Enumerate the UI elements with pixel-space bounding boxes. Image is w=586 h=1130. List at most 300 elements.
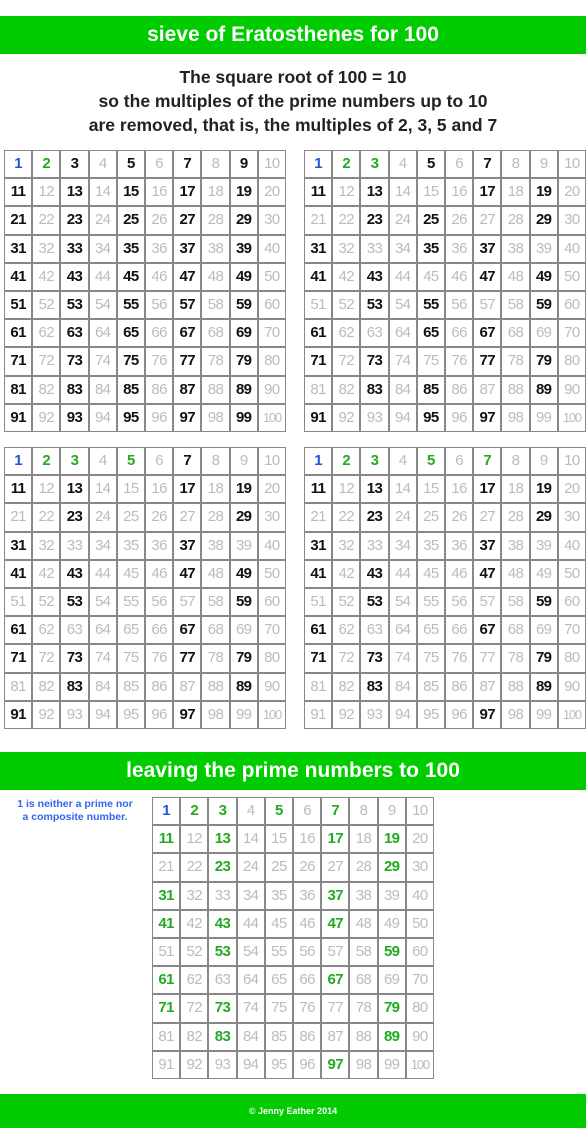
number-cell-80-removed: 80 xyxy=(558,347,586,375)
number-cell-96-removed: 96 xyxy=(445,404,473,432)
number-cell-82-removed: 82 xyxy=(332,376,360,404)
number-cell-28-removed: 28 xyxy=(349,853,377,881)
number-cell-10-removed: 10 xyxy=(258,447,286,475)
number-cell-65-removed: 65 xyxy=(117,616,145,644)
number-cell-94-removed: 94 xyxy=(389,404,417,432)
number-cell-5-prime: 5 xyxy=(417,447,445,475)
number-cell-20-removed: 20 xyxy=(558,178,586,206)
number-cell-7-prime: 7 xyxy=(321,797,349,825)
number-cell-4-removed: 4 xyxy=(389,150,417,178)
number-cell-56-removed: 56 xyxy=(445,291,473,319)
number-cell-44-removed: 44 xyxy=(389,263,417,291)
number-cell-15-removed: 15 xyxy=(265,825,293,853)
number-cell-4-removed: 4 xyxy=(389,447,417,475)
number-cell-70-removed: 70 xyxy=(258,319,286,347)
number-cell-70-removed: 70 xyxy=(406,966,434,994)
number-cell-65-removed: 65 xyxy=(417,616,445,644)
number-cell-20-removed: 20 xyxy=(558,475,586,503)
prime-numbers-grid xyxy=(152,797,434,1079)
number-cell-19-remaining: 19 xyxy=(230,475,258,503)
number-cell-19-remaining: 19 xyxy=(230,178,258,206)
number-cell-86-removed: 86 xyxy=(293,1023,321,1051)
number-cell-30-removed: 30 xyxy=(406,853,434,881)
number-cell-64-removed: 64 xyxy=(237,966,265,994)
number-cell-27-removed: 27 xyxy=(173,503,201,531)
number-cell-17-prime: 17 xyxy=(321,825,349,853)
number-cell-34-removed: 34 xyxy=(237,882,265,910)
number-cell-3-prime: 3 xyxy=(360,150,388,178)
number-cell-67-remaining: 67 xyxy=(473,319,501,347)
title-banner: sieve of Eratosthenes for 100 xyxy=(0,16,586,54)
number-cell-92-removed: 92 xyxy=(180,1051,208,1079)
number-cell-6-removed: 6 xyxy=(293,797,321,825)
number-cell-37-remaining: 37 xyxy=(473,532,501,560)
number-cell-89-remaining: 89 xyxy=(530,673,558,701)
number-cell-63-removed: 63 xyxy=(360,319,388,347)
number-cell-10-removed: 10 xyxy=(258,150,286,178)
number-cell-83-remaining: 83 xyxy=(60,673,88,701)
number-cell-6-removed: 6 xyxy=(145,447,173,475)
number-cell-76-removed: 76 xyxy=(293,994,321,1022)
number-cell-73-remaining: 73 xyxy=(360,644,388,672)
number-cell-46-removed: 46 xyxy=(293,910,321,938)
number-cell-7-remaining: 7 xyxy=(473,150,501,178)
number-cell-51-remaining: 51 xyxy=(4,291,32,319)
number-cell-13-remaining: 13 xyxy=(60,475,88,503)
number-cell-7-remaining: 7 xyxy=(173,150,201,178)
number-cell-7-prime: 7 xyxy=(473,447,501,475)
number-cell-35-removed: 35 xyxy=(417,532,445,560)
number-cell-19-remaining: 19 xyxy=(530,178,558,206)
number-cell-38-removed: 38 xyxy=(349,882,377,910)
number-cell-24-removed: 24 xyxy=(89,206,117,234)
number-cell-68-removed: 68 xyxy=(349,966,377,994)
number-cell-50-removed: 50 xyxy=(558,263,586,291)
number-cell-18-removed: 18 xyxy=(501,178,529,206)
number-cell-95-removed: 95 xyxy=(117,701,145,729)
number-cell-39-removed: 39 xyxy=(530,235,558,263)
number-cell-81-removed: 81 xyxy=(152,1023,180,1051)
number-cell-50-removed: 50 xyxy=(406,910,434,938)
number-cell-80-removed: 80 xyxy=(258,644,286,672)
number-cell-31-remaining: 31 xyxy=(4,235,32,263)
number-cell-42-removed: 42 xyxy=(32,263,60,291)
number-cell-66-removed: 66 xyxy=(445,616,473,644)
number-cell-90-removed: 90 xyxy=(258,376,286,404)
number-cell-47-remaining: 47 xyxy=(173,560,201,588)
number-cell-8-removed: 8 xyxy=(349,797,377,825)
number-cell-94-removed: 94 xyxy=(89,404,117,432)
number-cell-56-removed: 56 xyxy=(293,938,321,966)
number-cell-60-removed: 60 xyxy=(258,588,286,616)
number-cell-55-removed: 55 xyxy=(417,588,445,616)
number-cell-78-removed: 78 xyxy=(349,994,377,1022)
number-cell-16-removed: 16 xyxy=(445,475,473,503)
number-cell-48-removed: 48 xyxy=(201,263,229,291)
number-cell-71-remaining: 71 xyxy=(304,644,332,672)
copyright-footer: © Jenny Eather 2014 xyxy=(0,1094,586,1128)
number-cell-15-removed: 15 xyxy=(417,178,445,206)
number-cell-87-removed: 87 xyxy=(473,376,501,404)
number-cell-47-remaining: 47 xyxy=(473,560,501,588)
number-cell-38-removed: 38 xyxy=(201,532,229,560)
number-cell-90-removed: 90 xyxy=(558,376,586,404)
number-cell-93-remaining: 93 xyxy=(60,404,88,432)
number-cell-33-remaining: 33 xyxy=(60,235,88,263)
number-cell-97-remaining: 97 xyxy=(173,701,201,729)
number-cell-42-removed: 42 xyxy=(332,560,360,588)
number-cell-95-remaining: 95 xyxy=(417,404,445,432)
number-cell-4-removed: 4 xyxy=(89,447,117,475)
number-cell-9-removed: 9 xyxy=(230,447,258,475)
number-cell-41-remaining: 41 xyxy=(304,263,332,291)
number-cell-78-removed: 78 xyxy=(501,347,529,375)
number-cell-80-removed: 80 xyxy=(406,994,434,1022)
number-cell-87-removed: 87 xyxy=(473,673,501,701)
number-cell-49-remaining: 49 xyxy=(230,263,258,291)
number-cell-98-removed: 98 xyxy=(349,1051,377,1079)
number-cell-42-removed: 42 xyxy=(180,910,208,938)
number-cell-3-remaining: 3 xyxy=(60,150,88,178)
number-cell-69-removed: 69 xyxy=(530,616,558,644)
number-cell-15-remaining: 15 xyxy=(117,178,145,206)
number-cell-21-removed: 21 xyxy=(304,503,332,531)
number-cell-53-prime: 53 xyxy=(208,938,236,966)
number-cell-94-removed: 94 xyxy=(89,701,117,729)
number-cell-96-removed: 96 xyxy=(145,404,173,432)
number-cell-99-removed: 99 xyxy=(530,404,558,432)
number-cell-41-remaining: 41 xyxy=(304,560,332,588)
number-cell-83-remaining: 83 xyxy=(60,376,88,404)
number-cell-35-remaining: 35 xyxy=(117,235,145,263)
number-cell-8-removed: 8 xyxy=(201,447,229,475)
number-cell-6-removed: 6 xyxy=(445,447,473,475)
number-cell-47-remaining: 47 xyxy=(473,263,501,291)
number-cell-29-remaining: 29 xyxy=(230,503,258,531)
number-cell-74-removed: 74 xyxy=(89,644,117,672)
number-cell-13-remaining: 13 xyxy=(360,475,388,503)
number-cell-92-removed: 92 xyxy=(32,701,60,729)
number-cell-27-remaining: 27 xyxy=(173,206,201,234)
number-cell-11-remaining: 11 xyxy=(304,178,332,206)
number-cell-31-remaining: 31 xyxy=(304,532,332,560)
number-cell-84-removed: 84 xyxy=(389,673,417,701)
number-cell-100-removed: 100 xyxy=(258,404,286,432)
sieve-grid-multiples-of-5 xyxy=(4,447,286,729)
number-cell-65-removed: 65 xyxy=(265,966,293,994)
number-cell-24-removed: 24 xyxy=(89,503,117,531)
number-cell-85-remaining: 85 xyxy=(417,376,445,404)
number-cell-54-removed: 54 xyxy=(237,938,265,966)
number-cell-35-removed: 35 xyxy=(265,882,293,910)
number-cell-85-remaining: 85 xyxy=(117,376,145,404)
number-cell-5-remaining: 5 xyxy=(417,150,445,178)
number-cell-45-removed: 45 xyxy=(117,560,145,588)
number-cell-23-remaining: 23 xyxy=(360,206,388,234)
number-cell-11-prime: 11 xyxy=(152,825,180,853)
number-cell-91-remaining: 91 xyxy=(4,701,32,729)
number-cell-21-removed: 21 xyxy=(152,853,180,881)
number-cell-32-removed: 32 xyxy=(32,532,60,560)
number-cell-52-removed: 52 xyxy=(32,588,60,616)
number-cell-4-removed: 4 xyxy=(237,797,265,825)
number-cell-23-prime: 23 xyxy=(208,853,236,881)
number-cell-31-remaining: 31 xyxy=(304,235,332,263)
number-cell-51-removed: 51 xyxy=(304,588,332,616)
number-cell-70-removed: 70 xyxy=(558,319,586,347)
number-cell-27-removed: 27 xyxy=(321,853,349,881)
number-cell-51-removed: 51 xyxy=(152,938,180,966)
number-cell-28-removed: 28 xyxy=(501,206,529,234)
number-cell-80-removed: 80 xyxy=(258,347,286,375)
number-cell-14-removed: 14 xyxy=(237,825,265,853)
number-cell-88-removed: 88 xyxy=(501,376,529,404)
number-cell-65-remaining: 65 xyxy=(417,319,445,347)
number-cell-48-removed: 48 xyxy=(349,910,377,938)
number-cell-98-removed: 98 xyxy=(201,404,229,432)
number-cell-40-removed: 40 xyxy=(406,882,434,910)
number-cell-91-remaining: 91 xyxy=(304,404,332,432)
number-cell-99-removed: 99 xyxy=(378,1051,406,1079)
number-cell-77-removed: 77 xyxy=(473,644,501,672)
number-cell-22-removed: 22 xyxy=(332,206,360,234)
number-cell-61-remaining: 61 xyxy=(304,319,332,347)
number-cell-72-removed: 72 xyxy=(32,644,60,672)
number-cell-98-removed: 98 xyxy=(201,701,229,729)
number-cell-74-removed: 74 xyxy=(389,347,417,375)
number-cell-53-remaining: 53 xyxy=(360,588,388,616)
number-cell-82-removed: 82 xyxy=(180,1023,208,1051)
number-cell-59-remaining: 59 xyxy=(530,291,558,319)
number-cell-69-removed: 69 xyxy=(378,966,406,994)
number-cell-26-removed: 26 xyxy=(445,503,473,531)
number-cell-22-removed: 22 xyxy=(32,503,60,531)
number-cell-86-removed: 86 xyxy=(145,376,173,404)
number-cell-75-remaining: 75 xyxy=(117,347,145,375)
number-cell-98-removed: 98 xyxy=(501,701,529,729)
number-cell-14-removed: 14 xyxy=(89,475,117,503)
number-cell-25-removed: 25 xyxy=(117,503,145,531)
number-cell-22-removed: 22 xyxy=(32,206,60,234)
number-cell-93-removed: 93 xyxy=(360,701,388,729)
number-cell-11-remaining: 11 xyxy=(304,475,332,503)
number-cell-96-removed: 96 xyxy=(293,1051,321,1079)
number-cell-9-removed: 9 xyxy=(378,797,406,825)
number-cell-30-removed: 30 xyxy=(558,503,586,531)
number-cell-40-removed: 40 xyxy=(258,532,286,560)
number-cell-2-prime: 2 xyxy=(332,447,360,475)
number-cell-56-removed: 56 xyxy=(445,588,473,616)
number-cell-79-prime: 79 xyxy=(378,994,406,1022)
number-cell-18-removed: 18 xyxy=(201,475,229,503)
number-cell-94-removed: 94 xyxy=(237,1051,265,1079)
number-cell-42-removed: 42 xyxy=(32,560,60,588)
number-cell-41-remaining: 41 xyxy=(4,263,32,291)
number-cell-3-prime: 3 xyxy=(60,447,88,475)
number-cell-82-removed: 82 xyxy=(32,376,60,404)
number-cell-77-remaining: 77 xyxy=(473,347,501,375)
number-cell-57-remaining: 57 xyxy=(173,291,201,319)
number-cell-67-remaining: 67 xyxy=(173,319,201,347)
number-cell-63-remaining: 63 xyxy=(60,319,88,347)
number-cell-51-removed: 51 xyxy=(304,291,332,319)
number-cell-45-remaining: 45 xyxy=(117,263,145,291)
number-cell-64-removed: 64 xyxy=(389,319,417,347)
number-cell-9-remaining: 9 xyxy=(230,150,258,178)
number-cell-60-removed: 60 xyxy=(558,588,586,616)
number-cell-99-removed: 99 xyxy=(230,701,258,729)
number-cell-82-removed: 82 xyxy=(32,673,60,701)
number-cell-86-removed: 86 xyxy=(145,673,173,701)
number-cell-82-removed: 82 xyxy=(332,673,360,701)
number-cell-38-removed: 38 xyxy=(201,235,229,263)
number-cell-40-removed: 40 xyxy=(558,532,586,560)
number-cell-54-removed: 54 xyxy=(389,291,417,319)
number-cell-72-removed: 72 xyxy=(32,347,60,375)
number-cell-88-removed: 88 xyxy=(201,376,229,404)
number-cell-52-removed: 52 xyxy=(180,938,208,966)
number-cell-72-removed: 72 xyxy=(332,644,360,672)
number-cell-21-removed: 21 xyxy=(304,206,332,234)
number-cell-10-removed: 10 xyxy=(406,797,434,825)
number-cell-45-removed: 45 xyxy=(417,560,445,588)
number-cell-9-removed: 9 xyxy=(530,447,558,475)
number-cell-24-removed: 24 xyxy=(389,503,417,531)
number-cell-94-removed: 94 xyxy=(389,701,417,729)
number-cell-18-removed: 18 xyxy=(201,178,229,206)
number-cell-60-removed: 60 xyxy=(406,938,434,966)
sieve-grid-multiples-of-3 xyxy=(304,150,586,432)
number-cell-2-prime: 2 xyxy=(32,150,60,178)
number-cell-93-removed: 93 xyxy=(60,701,88,729)
number-cell-65-remaining: 65 xyxy=(117,319,145,347)
number-cell-17-remaining: 17 xyxy=(173,178,201,206)
number-cell-85-removed: 85 xyxy=(265,1023,293,1051)
number-cell-66-removed: 66 xyxy=(145,319,173,347)
number-cell-11-remaining: 11 xyxy=(4,475,32,503)
number-cell-93-removed: 93 xyxy=(360,404,388,432)
number-cell-95-removed: 95 xyxy=(417,701,445,729)
number-cell-87-removed: 87 xyxy=(321,1023,349,1051)
number-cell-72-removed: 72 xyxy=(332,347,360,375)
number-cell-71-remaining: 71 xyxy=(304,347,332,375)
number-cell-46-removed: 46 xyxy=(445,560,473,588)
number-cell-76-removed: 76 xyxy=(445,644,473,672)
number-cell-31-prime: 31 xyxy=(152,882,180,910)
number-cell-80-removed: 80 xyxy=(558,644,586,672)
number-cell-30-removed: 30 xyxy=(258,206,286,234)
sieve-grid-multiples-of-2 xyxy=(4,150,286,432)
number-cell-68-removed: 68 xyxy=(501,319,529,347)
number-cell-97-remaining: 97 xyxy=(173,404,201,432)
number-cell-79-remaining: 79 xyxy=(530,644,558,672)
number-cell-84-removed: 84 xyxy=(389,376,417,404)
number-cell-73-remaining: 73 xyxy=(60,347,88,375)
number-cell-50-removed: 50 xyxy=(258,560,286,588)
number-cell-69-removed: 69 xyxy=(530,319,558,347)
number-cell-46-removed: 46 xyxy=(145,263,173,291)
number-cell-43-remaining: 43 xyxy=(360,560,388,588)
number-cell-78-removed: 78 xyxy=(201,347,229,375)
number-cell-14-removed: 14 xyxy=(389,178,417,206)
number-cell-16-removed: 16 xyxy=(293,825,321,853)
number-cell-43-remaining: 43 xyxy=(360,263,388,291)
number-cell-49-removed: 49 xyxy=(530,560,558,588)
number-cell-74-removed: 74 xyxy=(389,644,417,672)
number-cell-62-removed: 62 xyxy=(332,616,360,644)
number-cell-100-removed: 100 xyxy=(406,1051,434,1079)
number-cell-37-remaining: 37 xyxy=(173,235,201,263)
number-cell-84-removed: 84 xyxy=(89,673,117,701)
number-cell-99-removed: 99 xyxy=(530,701,558,729)
number-cell-3-prime: 3 xyxy=(208,797,236,825)
number-cell-18-removed: 18 xyxy=(349,825,377,853)
number-cell-57-removed: 57 xyxy=(473,588,501,616)
number-cell-5-remaining: 5 xyxy=(117,150,145,178)
number-cell-25-removed: 25 xyxy=(265,853,293,881)
number-cell-20-removed: 20 xyxy=(406,825,434,853)
number-cell-95-removed: 95 xyxy=(265,1051,293,1079)
number-cell-2-prime: 2 xyxy=(332,150,360,178)
number-cell-56-removed: 56 xyxy=(145,291,173,319)
number-cell-91-remaining: 91 xyxy=(4,404,32,432)
number-cell-17-remaining: 17 xyxy=(473,475,501,503)
number-cell-75-removed: 75 xyxy=(265,994,293,1022)
number-cell-91-removed: 91 xyxy=(304,701,332,729)
number-cell-9-removed: 9 xyxy=(530,150,558,178)
number-cell-24-removed: 24 xyxy=(237,853,265,881)
number-cell-44-removed: 44 xyxy=(237,910,265,938)
number-cell-42-removed: 42 xyxy=(332,263,360,291)
number-cell-81-removed: 81 xyxy=(304,673,332,701)
number-cell-32-removed: 32 xyxy=(180,882,208,910)
number-cell-19-remaining: 19 xyxy=(530,475,558,503)
number-cell-66-removed: 66 xyxy=(445,319,473,347)
number-cell-74-removed: 74 xyxy=(89,347,117,375)
number-cell-41-prime: 41 xyxy=(152,910,180,938)
number-cell-40-removed: 40 xyxy=(558,235,586,263)
number-cell-93-removed: 93 xyxy=(208,1051,236,1079)
number-cell-68-removed: 68 xyxy=(201,616,229,644)
number-cell-52-removed: 52 xyxy=(332,291,360,319)
number-cell-75-removed: 75 xyxy=(117,644,145,672)
number-cell-54-removed: 54 xyxy=(89,291,117,319)
number-cell-92-removed: 92 xyxy=(32,404,60,432)
number-cell-69-remaining: 69 xyxy=(230,319,258,347)
number-cell-74-removed: 74 xyxy=(237,994,265,1022)
number-cell-71-remaining: 71 xyxy=(4,644,32,672)
number-cell-29-prime: 29 xyxy=(378,853,406,881)
intro-line-1: The square root of 100 = 10 xyxy=(179,67,407,87)
number-cell-78-removed: 78 xyxy=(501,644,529,672)
number-cell-45-removed: 45 xyxy=(265,910,293,938)
number-cell-88-removed: 88 xyxy=(201,673,229,701)
number-cell-81-removed: 81 xyxy=(304,376,332,404)
number-cell-83-remaining: 83 xyxy=(360,673,388,701)
number-cell-26-removed: 26 xyxy=(445,206,473,234)
number-cell-13-remaining: 13 xyxy=(360,178,388,206)
number-cell-66-removed: 66 xyxy=(145,616,173,644)
number-cell-66-removed: 66 xyxy=(293,966,321,994)
number-cell-61-remaining: 61 xyxy=(4,319,32,347)
number-cell-95-remaining: 95 xyxy=(117,404,145,432)
number-cell-77-remaining: 77 xyxy=(173,347,201,375)
number-cell-58-removed: 58 xyxy=(501,588,529,616)
number-cell-78-removed: 78 xyxy=(201,644,229,672)
number-cell-58-removed: 58 xyxy=(501,291,529,319)
number-cell-30-removed: 30 xyxy=(558,206,586,234)
number-cell-20-removed: 20 xyxy=(258,475,286,503)
